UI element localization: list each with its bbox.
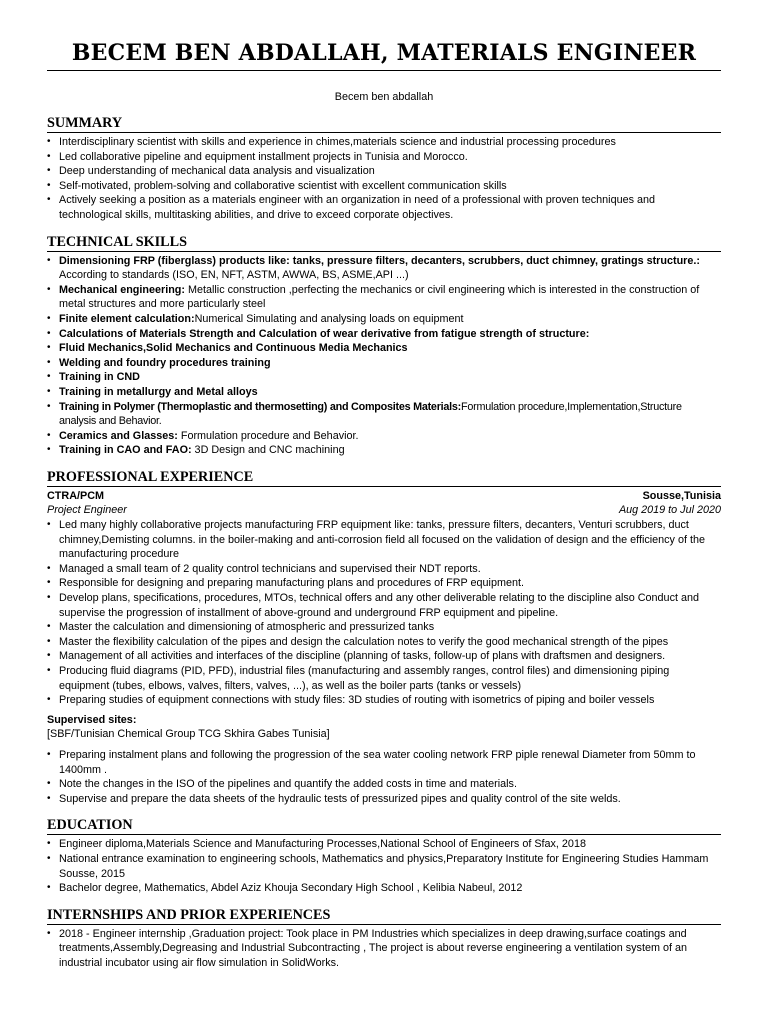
job-duty: • Preparing studies of equipment connections with study files: 3D studies of routing with isometrics of piping and boiler vessels — [47, 693, 721, 708]
summary-heading: SUMMARY — [47, 115, 721, 133]
supervised-sites-text: [SBF/Tunisian Chemical Group TCG Skhira Gabes Tunisia] — [47, 728, 330, 741]
job-duty: • Develop plans, specifications, procedures, MTOs, technical offers and any other deliverable relating to the discipline also Conduct and supervise the progression of installment of above-ground and underground FRP equipment and pipeline. — [47, 591, 721, 620]
skills-section — [47, 234, 721, 458]
skill-title: Ceramics and Glasses: — [59, 429, 178, 442]
job-duty: • Responsible for designing and preparing manufacturing plans and procedures of FRP equipment. — [47, 576, 721, 591]
skill-detail: Metallic construction ,perfecting the mechanics or civil engineering which is interested in the construction of metal structures and more particularly steel — [59, 283, 700, 311]
skill-title: Fluid Mechanics,Solid Mechanics and Continuous Media Mechanics — [59, 342, 408, 355]
site-duty: • Note the changes in the ISO of the pipelines and quantify the added costs in time and materials. — [47, 777, 721, 792]
job-duty: • Management of all activities and interfaces of the discipline (planning of tasks, follow-up of plans with draftsmen and designers. — [47, 649, 721, 664]
skill-item — [47, 385, 721, 400]
internships-list — [47, 927, 721, 971]
education-item: • Bachelor degree, Mathematics, Abdel Aziz Khouja Secondary High School , Kelibia Nabeul, 2012 — [47, 881, 721, 896]
job-duties-list — [47, 518, 721, 708]
skills-heading: TECHNICAL SKILLS — [47, 234, 721, 252]
skill-detail: 3D Design and CNC machining — [191, 444, 345, 457]
site-duty: • Supervise and prepare the data sheets of the hydraulic tests of pressurized pipes and quality control of the site welds. — [47, 792, 721, 807]
site-duty: • Preparing instalment plans and following the progression of the sea water cooling network FRP piple renewal Diameter from 50mm to 1400mm . — [47, 748, 721, 777]
job-header — [47, 489, 721, 504]
job-duty: • Producing fluid diagrams (PID, PFD), industrial files (manufacturing and assembly ranges, control files) and dimensioning piping equipment (tubes, elbows, valves, filters, valves, ...), as well as the boiler parts (tanks or vessels) — [47, 664, 721, 693]
job-duty: • Master the calculation and dimensioning of atmospheric and pressurized tanks — [47, 620, 721, 635]
skill-title: Finite element calculation: — [59, 312, 195, 325]
resume-page — [47, 0, 721, 971]
skill-detail: According to standards (ISO, EN, NFT, ASTM, AWWA, BS, ASME,API ...) — [59, 269, 409, 282]
skill-title: Dimensioning FRP (fiberglass) products like: tanks, pressure filters, decanters, scrubbers, duct chimney, gratings structure.: — [59, 254, 700, 267]
job-duty: • Managed a small team of 2 quality control technicians and supervised their NDT reports. — [47, 562, 721, 577]
skill-item — [47, 283, 721, 312]
skill-item — [47, 429, 721, 444]
resume-title: BECEM BEN ABDALLAH, MATERIALS ENGINEER — [71, 40, 697, 66]
summary-item: • Interdisciplinary scientist with skills and experience in chimes,materials science and industrial processing procedures — [47, 135, 721, 150]
skill-item — [47, 254, 721, 283]
job-subheader — [47, 503, 721, 518]
summary-item: • Deep understanding of mechanical data analysis and visualization — [47, 164, 721, 179]
summary-section — [47, 115, 721, 223]
job-company: CTRA/PCM — [47, 489, 104, 502]
summary-item: • Led collaborative pipeline and equipment installment projects in Tunisia and Morocco. — [47, 150, 721, 165]
education-section — [47, 817, 721, 895]
skill-title: Calculations of Materials Strength and Calculation of wear derivative from fatigue strength of structure: — [59, 327, 590, 340]
skill-item — [47, 327, 721, 342]
skill-detail: Formulation procedure,Implementation,Structure analysis and Behavior. — [59, 400, 682, 428]
skill-title: Welding and foundry procedures training — [59, 356, 271, 369]
skills-list — [47, 254, 721, 458]
education-list — [47, 837, 721, 895]
job-role: Project Engineer — [47, 504, 127, 517]
internships-section — [47, 907, 721, 971]
skill-detail: Formulation procedure and Behavior. — [177, 429, 359, 442]
internships-heading: INTERNSHIPS AND PRIOR EXPERIENCES — [47, 907, 721, 925]
internship-item: • 2018 - Engineer internship ,Graduation project: Took place in PM Industries which specializes in deep drawing,surface coatings and treatments,Assembly,Degreasing and Industrial Subcontracting , The project is about reverse engineering a ventilation system of an industrial incubator using air flow simulation in SolidWorks. — [47, 927, 721, 971]
skill-title: Training in CND — [59, 371, 140, 384]
education-item: • National entrance examination to engineering schools, Mathematics and physics,Preparatory Institute for Engineering Studies Hammam Sousse, 2015 — [47, 852, 721, 881]
skill-title: Mechanical engineering: — [59, 283, 185, 296]
title-divider — [47, 70, 721, 71]
skill-item — [47, 312, 721, 327]
skill-item — [47, 400, 721, 429]
summary-item: • Actively seeking a position as a materials engineer with an organization in need of a professional with proven techniques and technological skills, multitasking abilities, and drive to exceed corporate objectives. — [47, 193, 721, 222]
skill-item — [47, 341, 721, 356]
skill-item — [47, 370, 721, 385]
experience-heading: PROFESSIONAL EXPERIENCE — [47, 469, 721, 487]
job-duty: • Led many highly collaborative projects manufacturing FRP equipment like: tanks, pressure filters, decanters, Venturi scrubbers, duct chimney,Demisting columns. in the boiler-making and anti-corrosion field all focused on the validation of design and the efficiency of the manufacturing procedure — [47, 518, 721, 562]
skill-detail: Numerical Simulating and analysing loads on equipment — [194, 312, 464, 325]
skill-title: Training in CAO and FAO: — [59, 444, 192, 457]
site-duties-list — [47, 748, 721, 806]
job-location: Sousse,Tunisia — [642, 489, 721, 502]
skill-item — [47, 443, 721, 458]
resume-subtitle: Becem ben abdallah — [334, 91, 434, 103]
summary-list — [47, 135, 721, 223]
education-heading: EDUCATION — [47, 817, 721, 835]
experience-section — [47, 469, 721, 806]
job-duty: • Master the flexibility calculation of the pipes and design the calculation notes to verify the good mechanical strength of the pipes — [47, 635, 721, 650]
education-item: • Engineer diploma,Materials Science and Manufacturing Processes,National School of Engineers of Sfax, 2018 — [47, 837, 721, 852]
summary-item: • Self-motivated, problem-solving and collaborative scientist with excellent communication skills — [47, 179, 721, 194]
skill-title: Training in Polymer (Thermoplastic and thermosetting) and Composites Materials: — [59, 400, 461, 413]
skill-item — [47, 356, 721, 371]
supervised-sites-heading: Supervised sites: — [47, 713, 137, 726]
job-dates: Aug 2019 to Jul 2020 — [618, 504, 721, 517]
skill-title: Training in metallurgy and Metal alloys — [59, 385, 258, 398]
